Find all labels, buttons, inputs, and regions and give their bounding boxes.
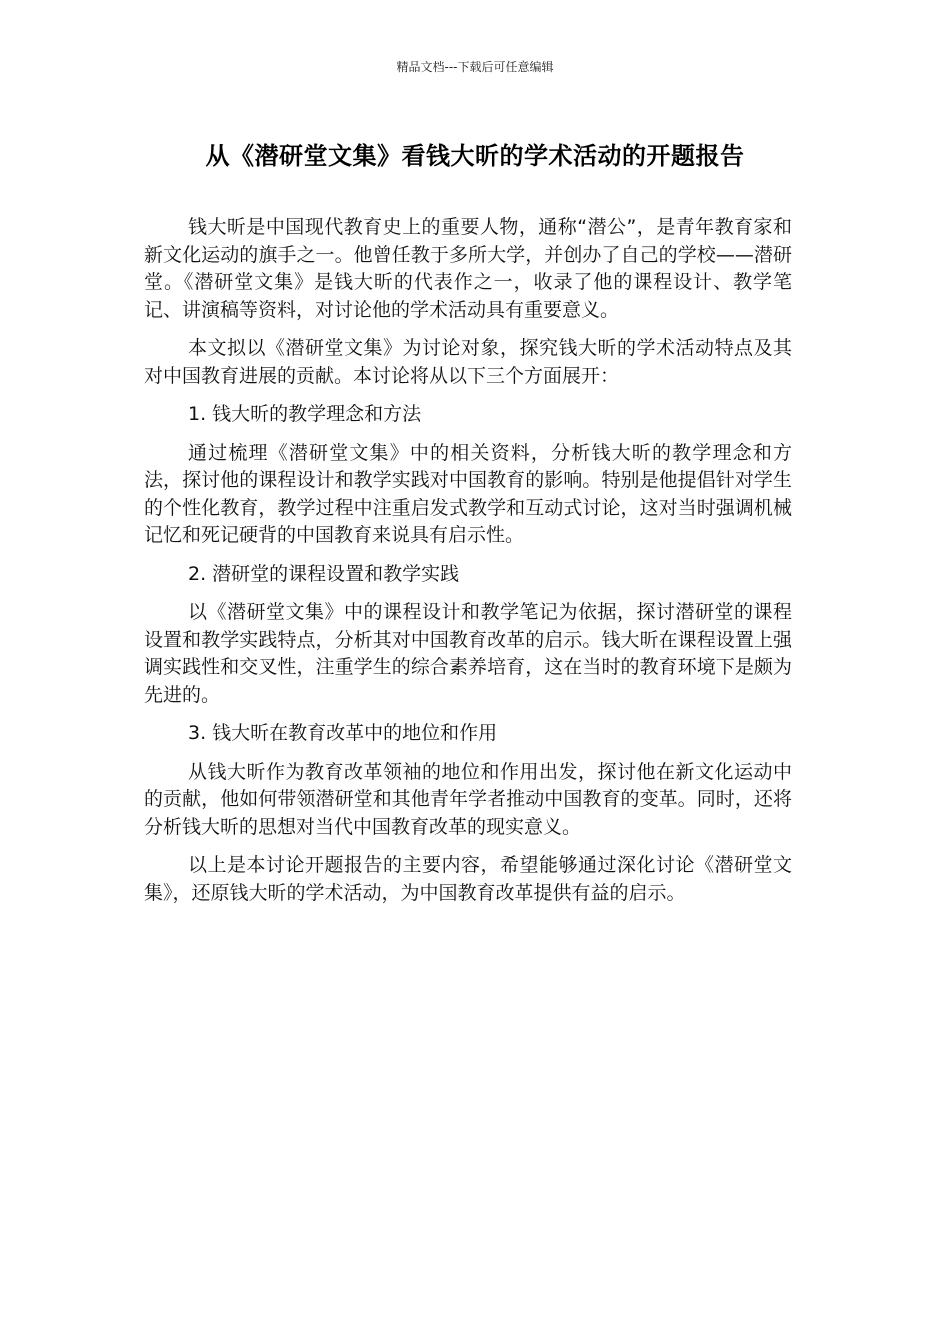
paragraph-section-1: 通过梳理《潜研堂文集》中的相关资料，分析钱大昕的教学理念和方法，探讨他的课程设计和教学实践对中国教育的影响。特别是他提倡针对学生的个性化教育，教学过程中注重启发式教学和互动式讨论，这对当时强调机械记忆和死记硬背的中国教育来说具有启示性。 [144,441,792,546]
page-header: 精品文档---下载后可任意编辑 [396,60,554,74]
paragraph-section-2: 以《潜研堂文集》中的课程设计和教学笔记为依据，探讨潜研堂的课程设置和教学实践特点，分析其对中国教育改革的启示。钱大昕在课程设置上强调实践性和交叉性，注重学生的综合素养培育，这在当时的教育环境下是颇为先进的。 [144,601,792,706]
section-heading-2: 2. 潜研堂的课程设置和教学实践 [188,562,460,585]
section-heading-3: 3. 钱大昕在教育改革中的地位和作用 [188,722,498,744]
paragraph-intro: 钱大昕是中国现代教育史上的重要人物，通称“潜公”，是青年教育家和新文化运动的旗手之一。他曾任教于多所大学，并创办了自己的学校——潜研堂。《潜研堂文集》是钱大昕的代表作之一，收录了他的课程设计、教学笔记、讲演稿等资料，对讨论他的学术活动具有重要意义。 [144,216,792,321]
section-heading-1: 1. 钱大昕的教学理念和方法 [188,403,422,425]
paragraph-section-3: 从钱大昕作为教育改革领袖的地位和作用出发，探讨他在新文化运动中的贡献，他如何带领潜研堂和其他青年学者推动中国教育的变革。同时，还将分析钱大昕的思想对当代中国教育改革的现实意义。 [144,760,792,838]
paragraph-conclusion: 以上是本讨论开题报告的主要内容，希望能够通过深化讨论《潜研堂文集》，还原钱大昕的学术活动，为中国教育改革提供有益的启示。 [144,854,792,904]
paragraph-scope: 本文拟以《潜研堂文集》为讨论对象，探究钱大昕的学术活动特点及其对中国教育进展的贡献。本讨论将从以下三个方面展开： [144,337,792,387]
document-title: 从《潜研堂文集》看钱大昕的学术活动的开题报告 [205,142,745,170]
document-body [144,214,792,918]
